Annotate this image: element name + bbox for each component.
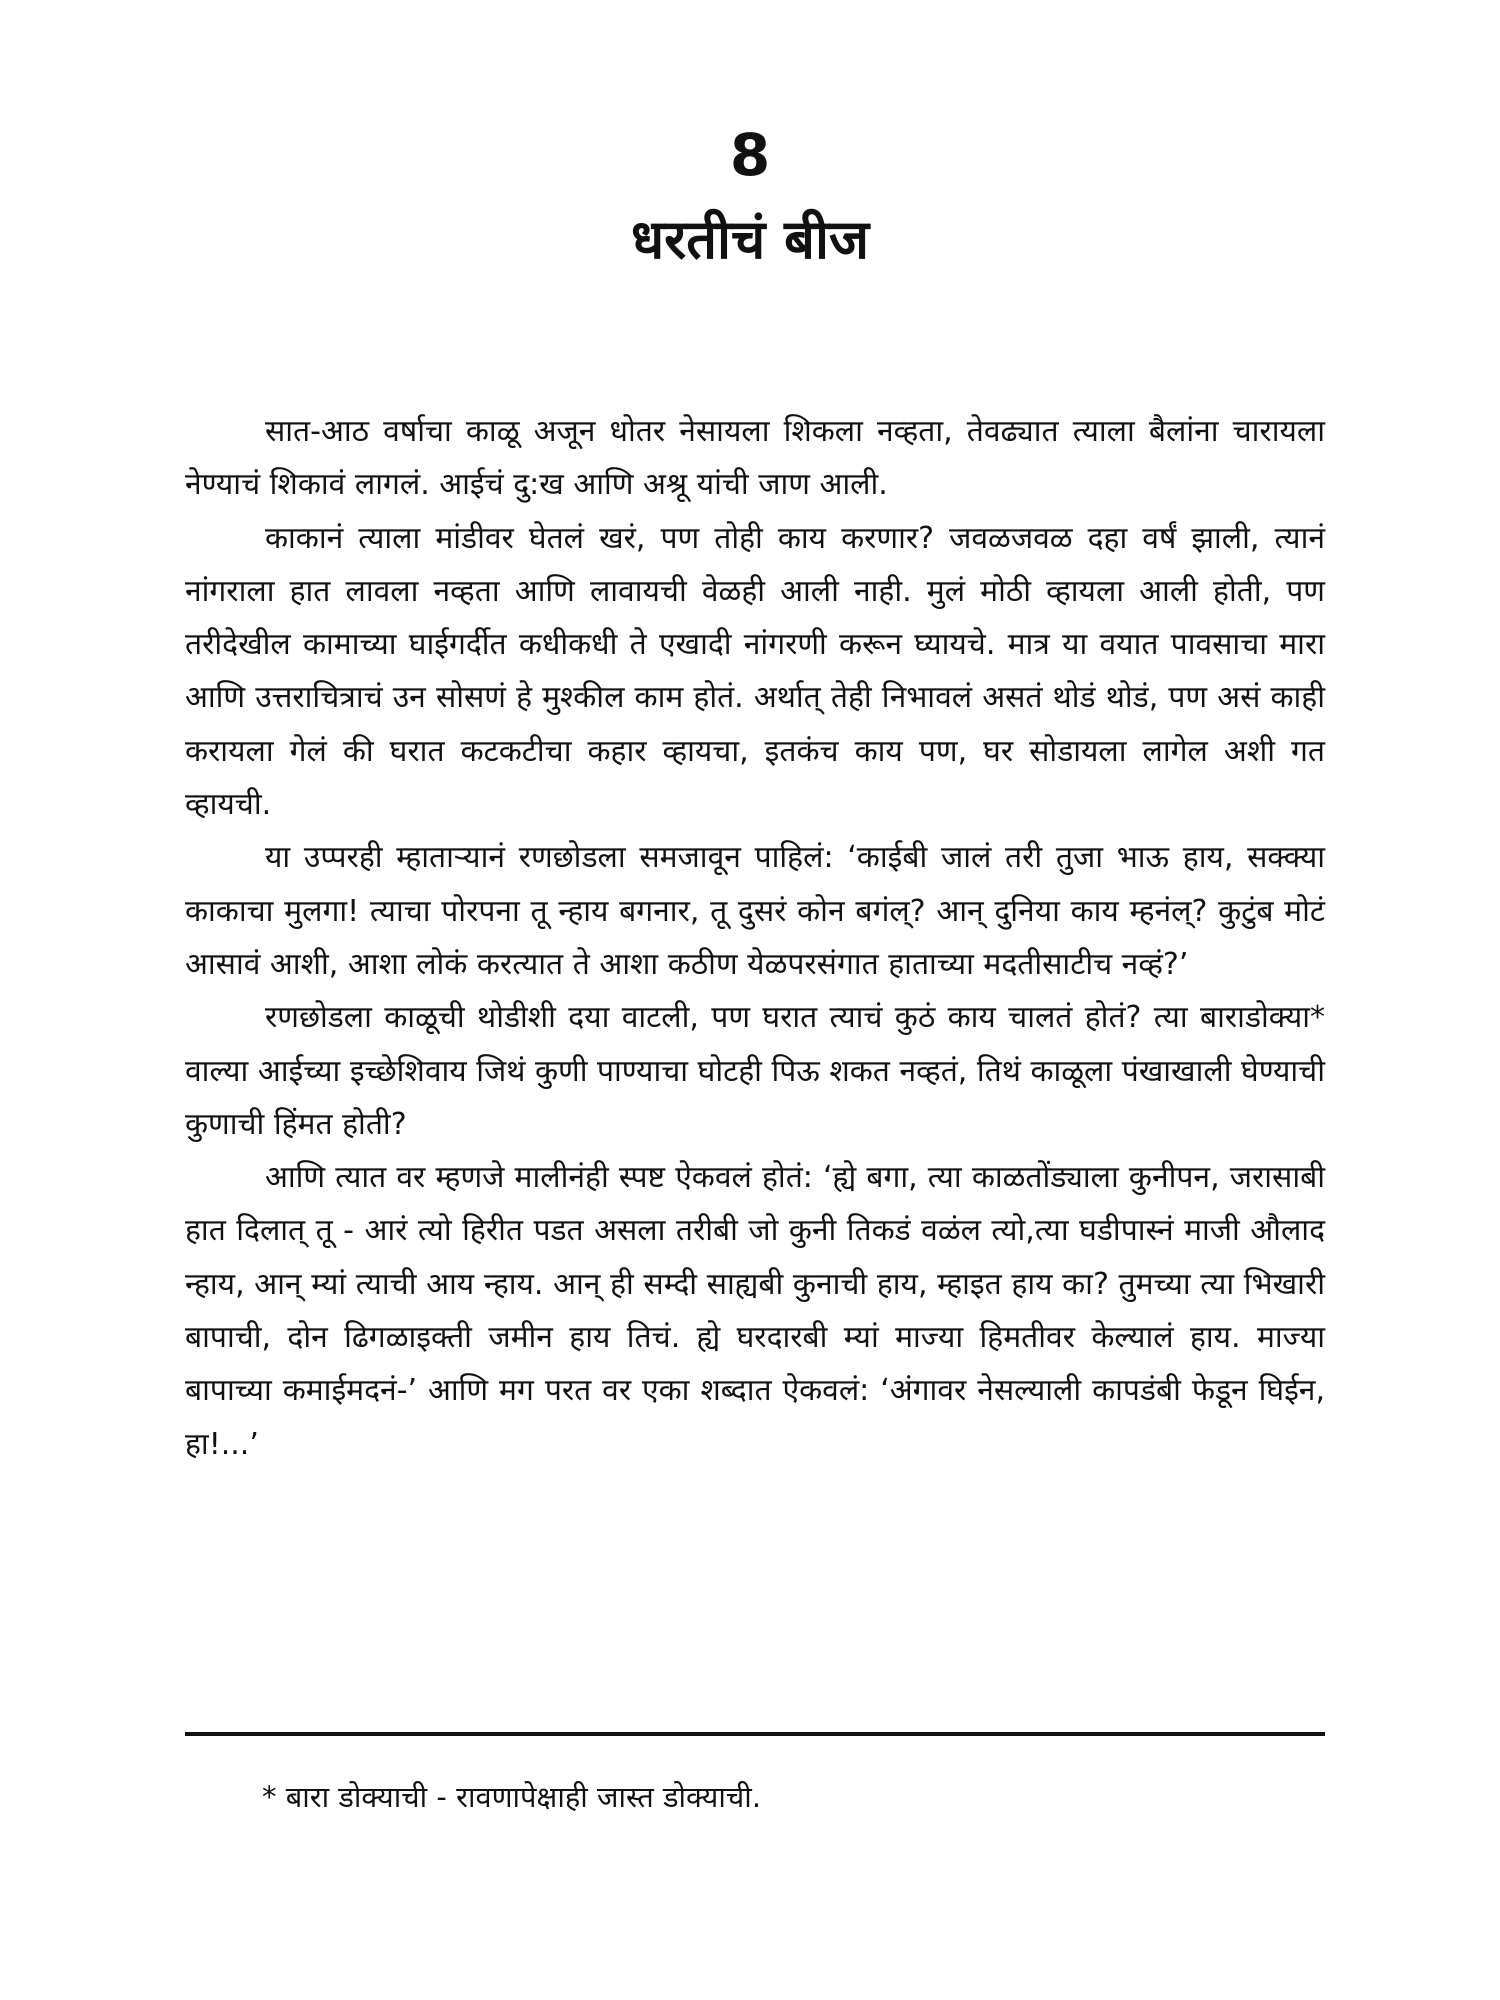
footnote-divider [185, 1732, 1325, 1736]
chapter-title: धरतीचं बीज [630, 208, 870, 271]
paragraph: रणछोडला काळूची थोडीशी दया वाटली, पण घरात त्याचं कुठं काय चालतं होतं? त्या बाराडोक्या* वाल्या आईच्या इच्छेशिवाय जिथं कुणी पाण्याचा घोटही पिऊ शकत नव्हतं, तिथं काळूला पंखाखाली घेण्याची कुणाची हिंमत होती? [185, 1000, 1325, 1142]
chapter-body [185, 405, 1325, 1471]
paragraph: आणि त्यात वर म्हणजे मालीनंही स्पष्ट ऐकवलं होतं: ‘ह्ये बगा, त्या काळतोंड्याला कुनीपन, जरासाबी हात दिलात् तू - आरं त्यो हिरीत पडत असला तरीबी जो कुनी तिकडं वळंल त्यो,त्या घडीपास्नं माजी औलाद न्हाय, आन् म्यां त्याची आय न्हाय. आन् ही सम्दी साह्यबी कुनाची हाय, म्हाइत हाय का? तुमच्या त्या भिखारी बापाची, दोन ढिगळाइक्ती जमीन हाय तिचं. ह्ये घरदारबी म्यां माज्या हिमतीवर केल्यालं हाय. माज्या बापाच्या कमाईमदनं-’ आणि मग परत वर एका शब्दात ऐकवलं: ‘अंगावर नेसल्याली कापडंबी फेडून घिईन, हा!...’ [185, 1160, 1325, 1462]
footnote: * बारा डोक्याची - रावणापेक्षाही जास्त डोक्याची. [262, 1780, 762, 1814]
paragraph: या उप्परही म्हाताऱ्यानं रणछोडला समजावून पाहिलं: ‘काईबी जालं तरी तुजा भाऊ हाय, सक्क्या काकाचा मुलगा! त्याचा पोरपना तू न्हाय बगनार, तू दुसरं कोन बगंल्? आन् दुनिया काय म्हनंल्? कुटुंब मोटं आसावं आशी, आशा लोकं करत्यात ते आशा कठीण येळपरसंगात हाताच्या मदतीसाटीच नव्हं?’ [185, 840, 1325, 982]
chapter-number: 8 [729, 121, 771, 189]
paragraph: काकानं त्याला मांडीवर घेतलं खरं, पण तोही काय करणार? जवळजवळ दहा वर्षं झाली, त्यानं नांगराला हात लावला नव्हता आणि लावायची वेळही आली नाही. मुलं मोठी व्हायला आली होती, पण तरीदेखील कामाच्या घाईगर्दीत कधीकधी ते एखादी नांगरणी करून घ्यायचे. मात्र या वयात पावसाचा मारा आणि उत्तराचित्राचं उन सोसणं हे मुश्कील काम होतं. अर्थात् तेही निभावलं असतं थोडं थोडं, पण असं काही करायला गेलं की घरात कटकटीचा कहार व्हायचा, इतकंच काय पण, घर सोडायला लागेल अशी गत व्हायची. [185, 520, 1325, 823]
paragraph: सात-आठ वर्षाचा काळू अजून धोतर नेसायला शिकला नव्हता, तेवढ्यात त्याला बैलांना चारायला नेण्याचं शिकावं लागलं. आईचं दु:ख आणि अश्रू यांची जाण आली. [185, 414, 1325, 503]
